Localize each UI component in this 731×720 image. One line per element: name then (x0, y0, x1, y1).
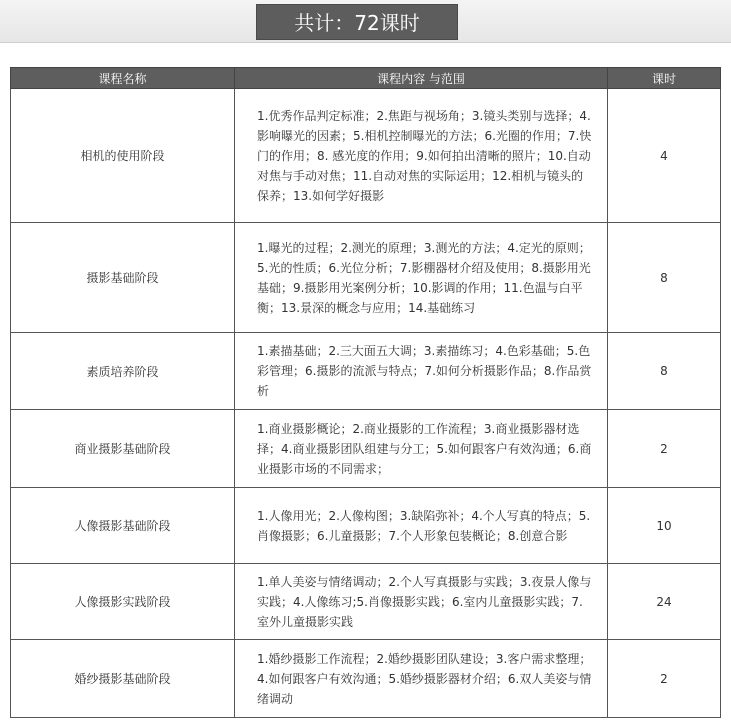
course-name: 人像摄影基础阶段 (11, 488, 235, 564)
column-header-name: 课程名称 (11, 68, 235, 89)
course-hours: 4 (608, 89, 721, 223)
course-hours: 8 (608, 223, 721, 333)
course-table (10, 67, 721, 718)
course-content: 1.素描基础；2.三大面五大调；3.素描练习；4.色彩基础；5.色彩管理；6.摄影的流派与特点；7.如何分析摄影作品；8.作品赏析 (235, 333, 608, 410)
course-hours: 2 (608, 410, 721, 488)
course-content: 1.优秀作品判定标准；2.焦距与视场角；3.镜头类别与选择；4.影响曝光的因素；5.相机控制曝光的方法；6.光圈的作用；7.快门的作用；8. 感光度的作用；9.如何拍出清晰的照片；10.自动对焦与手动对焦；11.自动对焦的实际运用；12.相机与镜头的保养；13.如何学好摄影 (235, 89, 608, 223)
table-row (11, 89, 721, 223)
table-row (11, 223, 721, 333)
column-header-content: 课程内容 与范围 (235, 68, 608, 89)
course-content: 1.商业摄影概论；2.商业摄影的工作流程；3.商业摄影器材选择；4.商业摄影团队组建与分工；5.如何跟客户有效沟通；6.商业摄影市场的不同需求； (235, 410, 608, 488)
table-row (11, 410, 721, 488)
course-name: 商业摄影基础阶段 (11, 410, 235, 488)
course-content: 1.婚纱摄影工作流程；2.婚纱摄影团队建设；3.客户需求整理；4.如何跟客户有效沟通；5.婚纱摄影器材介绍；6.双人美姿与情绪调动 (235, 640, 608, 718)
course-name: 人像摄影实践阶段 (11, 564, 235, 640)
course-name: 素质培养阶段 (11, 333, 235, 410)
course-hours: 24 (608, 564, 721, 640)
table-row (11, 488, 721, 564)
course-content: 1.曝光的过程；2.测光的原理；3.测光的方法；4.定光的原则；5.光的性质；6.光位分析；7.影棚器材介绍及使用；8.摄影用光基础；9.摄影用光案例分析；10.影调的作用；11.色温与白平衡；13.景深的概念与应用；14.基础练习 (235, 223, 608, 333)
course-name: 相机的使用阶段 (11, 89, 235, 223)
header-band (0, 0, 731, 43)
course-content: 1.人像用光；2.人像构图；3.缺陷弥补；4.个人写真的特点；5.肖像摄影；6.儿童摄影；7.个人形象包装概论；8.创意合影 (235, 488, 608, 564)
column-header-hours: 课时 (608, 68, 721, 89)
course-hours: 8 (608, 333, 721, 410)
course-name: 摄影基础阶段 (11, 223, 235, 333)
course-content: 1.单人美姿与情绪调动；2.个人写真摄影与实践；3.夜景人像与实践；4.人像练习;5.肖像摄影实践；6.室内儿童摄影实践；7.室外儿童摄影实践 (235, 564, 608, 640)
table-row (11, 564, 721, 640)
table-row (11, 640, 721, 718)
course-hours: 10 (608, 488, 721, 564)
table-header-row (11, 68, 721, 89)
course-name: 婚纱摄影基础阶段 (11, 640, 235, 718)
table-row (11, 333, 721, 410)
total-hours-label: 共计：72课时 (256, 4, 458, 40)
course-hours: 2 (608, 640, 721, 718)
